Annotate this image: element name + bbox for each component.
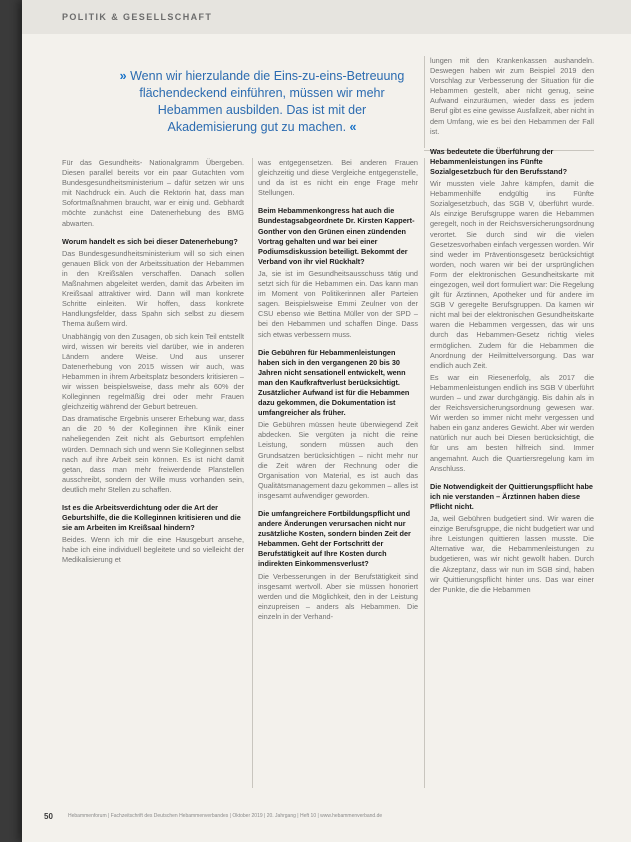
open-quote-mark: »: [119, 69, 127, 83]
section-label: POLITIK & GESELLSCHAFT: [62, 12, 213, 22]
close-quote-mark: «: [349, 120, 357, 134]
paragraph: Das Bundesgesundheitsministerium will so sich einen genauen Blick von der Arbeitssituation der Hebammen in den Kreißsälen verschaffen. Danach sollen Maßnahmen abgeleitet werden, damit das Arbeiten im Kreißsaal attraktiver wird. Dann will man konkrete Schritte einleiten. Wir hoffen, dass konkrete Handlungsfelder, dass Spahn sich selbst zu diesem Thema äußern wird.: [62, 248, 244, 329]
question-heading: Worum handelt es sich bei dieser Datenerhebung?: [62, 236, 238, 246]
paragraph: was entgegensetzen. Bei anderen Frauen gleichzeitig und diese Vergleiche entgegenstelle, und da ist es nicht ein enge Frage mehr Stellungen.: [258, 158, 418, 198]
paragraph: Die Gebühren müssen heute überwiegend Zeit abdecken. Sie vergüten ja nicht die reine Leistung, sondern müssen auch den Grundsatzen berücksichtigen – nicht mehr nur die Zeit wären der Rechnung oder die Organisation von Material, es ist auch das Qualitätsmanagement dazu gekommen – alles ist insgesamt aufwendiger geworden.: [258, 420, 418, 500]
pull-quote-text: Wenn wir hierzulande die Eins-zu-eins-Betreuung flächendeckend einführen, müssen wir mehr Hebammen ausbilden. Das ist mit der Akademisierung gut zu machen.: [130, 69, 405, 134]
column-divider: [424, 56, 425, 148]
paragraph: lungen mit den Krankenkassen aushandeln. Deswegen haben wir zum Beispiel 2019 den Vorschlag zur Verbesserung der Situation für die Hebammen gestellt, aber nicht genug, seine Aufwand einzuräumen, wieder dass es jedem Beruf gibt es eine gewisse Ausfallzeit, aber nicht in dem Umfang, wie es bei den Hebammen der Fall ist.: [430, 56, 594, 136]
article-column-3: [430, 56, 594, 597]
paragraph: Beides. Wenn ich mir die eine Hausgeburt ansehe, habe ich eine individuell begleitete und so vielleicht der Medikalisierung et: [62, 535, 244, 565]
article-column-1: [62, 158, 244, 568]
magazine-page: [22, 0, 631, 842]
page-number: 50: [44, 812, 53, 821]
paragraph: Wir mussten viele Jahre kämpfen, damit die Hebammenhilfe endgültig ins Fünfte Sozialgesetzbuch, das SGB V, überführt wurde. Als einzige Berufsgruppe waren die Hebammen geregelt, noch in der Reichsversicherungsordnung verortet. Sie durch sind wir die vielen Gesetzesvorhaben einfach vergessen worden. Wir sind weder im Präventionsgesetz berücksichtigt worden, noch waren wir bei der ursprünglichen Form der elektronischen Gesundheitskarte mit eingezogen, weil dort formuliert war: Die Regelung gilt für Ärztinnen, Apotheker und für andere im SGB V geregelte Berufsgruppen. Da kamen wir nicht mal bei der elektronischen Gesundheitskarte waren die Hebammen vergessen, das wir uns durch das Hebammen-Gesetz richtig vieles ermöglichen. Zudem für die Hebammen die Anordnung der Heilmittelversorgung. Das war endlich auch Zeit.: [430, 179, 594, 370]
column-divider: [424, 158, 425, 788]
paragraph: Für das Gesundheits- Nationalgramm Übergeben. Diesen parallel bereits vor ein paar Gutachten vom Bundesgesundheitsministerium – dafür setzen wir uns mit Nachdruck ein. Auch die Rektorin hat, dass man Sofortmaßnahmen braucht, war er einig und. Gebhardt möchte zunächst eine Datenerhebung des BMG abwarten.: [62, 158, 244, 228]
question-heading: Die umfangreichere Fortbildungspflicht und andere Änderungen verursachen nicht nur zusätzliche Kosten, sondern binden Zeit der Hebammen. Geht der Fortschritt der Berufstätigkeit auf Ihre Kosten durch indirekten Einkommensverlust?: [258, 509, 411, 569]
pull-quote: [114, 68, 410, 136]
paragraph: Ja, weil Gebühren budgetiert sind. Wir waren die einzige Berufsgruppe, die nicht budgetiert war und ihre Leistungen quittieren lassen musste. Die Alternative war, die Hebammenleistungen zu budgetieren, was wir nicht gewollt haben. Durch die Akzeptanz, dass wir nun im SGB sind, haben wir Quittierungspflicht hinter uns. Das war einer der Punkte, die die Hebammen: [430, 514, 594, 594]
paragraph: Die Verbesserungen in der Berufstätigkeit sind insgesamt wertvoll. Aber sie müssen honoriert werden und die Möglichkeit, den in der Leistung einzupreisen – anders als Hebammen. Die einzeln in der Verhand-: [258, 571, 418, 621]
question-heading: Was bedeutete die Überführung der Hebammenleistungen ins Fünfte Sozialgesetzbuch für den Berufsstand?: [430, 146, 568, 176]
paragraph: Unabhängig von den Zusagen, ob sich kein Teil entstellt wird, wissen wir bereits viel darüber, wie in anderen Ländern andere Weise. Und aus unserer Datenerhebung von 2015 wissen wir auch, was Hebammen in ihrem Arbeitsplatz besonders kritisieren – wir wissen beispielsweise, dass mehr als 60% der Kolleginnen regelmäßig drei oder mehr Frauen gleichzeitig während der Geburt betreuen.: [62, 331, 244, 412]
section-header: [22, 0, 631, 34]
paragraph: Ja, sie ist im Gesundheitsausschuss tätig und setzt sich für die Hebammen ein. Das kann man im Moment von Politikerinnen aller Parteien sagen. Beispielsweise Emmi Zeulner von der CSU ebenso wie Bettina Müller von der SPD – bei den Hebammen und schaffen Dinge. Dass sich etwas verbessern muss.: [258, 268, 418, 339]
column-divider: [252, 158, 253, 788]
question-heading: Die Gebühren für Hebammenleistungen haben sich in den vergangenen 20 bis 30 Jahren nicht sensationell entwickelt, wenn man den Kaufkraftverlust berücksichtigt. Zusätzlicher Aufwand ist für die Hebammen dazu gekommen, die Dokumentation ist umfangreicher als früher.: [258, 347, 410, 418]
paragraph: Es war ein Riesenerfolg, als 2017 die Hebammenleistungen endlich ins SGB V überführt wurden – und zwar durchgängig. Bis dahin als in der Reichsversicherungsordnung gewesen war. Wir werden so immer nicht mehr vergessen und haben ein ganz anderes Gewicht. Aber wir werden natürlich nur auch bei Diesen berücksichtigt, die für uns am besten hilfreich sind. Immer angemahnt. Auch die Quartiersregelung kam im Anschluss.: [430, 372, 594, 473]
page-footer: Hebammenforum | Fachzeitschrift des Deutschen Hebammenverbandes | Oktober 2019 | 20. Jahrgang | Heft 10 | www.hebammenverband.de: [68, 813, 383, 819]
question-heading: Ist es die Arbeitsverdichtung oder die Art der Geburtshilfe, die die Kolleginnen kritisieren und die sie am Arbeiten im Kreißsaal hindern?: [62, 503, 241, 533]
paragraph: Das dramatische Ergebnis unserer Erhebung war, dass an die 20 % der Kolleginnen ihre Klinik einer naheliegenden Zeit nicht als Geburtsort empfehlen würden. Demnach sich und wenn Sie Kolleginnen selbst nach auf ihre Arbeit sein können. Es ist nicht damit getan, dass man mehr freiwerdende Planstellen ausschreibt, sondern der Wille muss vorhanden sein, deutlich mehr Stellen zu schaffen.: [62, 414, 244, 494]
question-heading: Die Notwendigkeit der Quittierungspflicht habe ich nie verstanden – Ärztinnen haben diese Pflicht nicht.: [430, 481, 593, 511]
question-heading: Beim Hebammenkongress hat auch die Bundestagsabgeordnete Dr. Kirsten Kappert-Gonther von den Grünen einen zündenden Vortrag gehalten und war bei einer Podiumsdiskussion beteiligt. Bekommt der Verband von ihr viel Rückhalt?: [258, 206, 415, 266]
article-column-2: [258, 158, 418, 624]
